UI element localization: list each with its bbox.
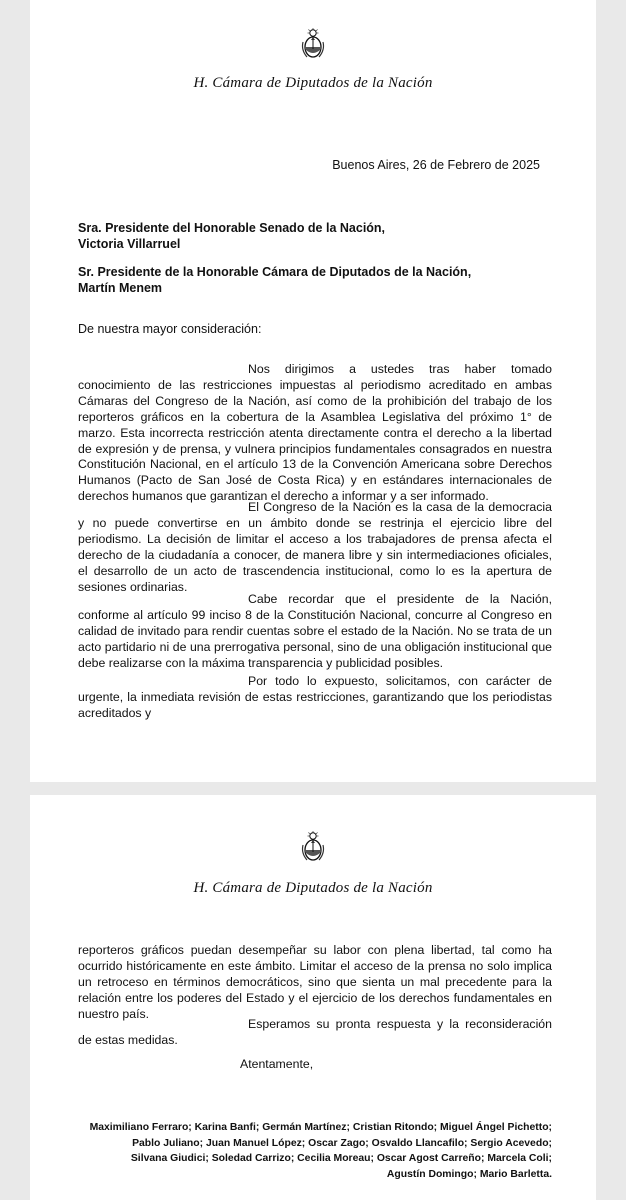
recipient-name: Victoria Villarruel xyxy=(78,237,181,251)
recipient-senate xyxy=(78,220,385,252)
body-paragraph: Cabe recordar que el presidente de la Nación, conforme al artículo 99 inciso 8 de la Constitución Nacional, concurre al Congreso en calidad de invitado para rendir cuentas sobre el estado de la Nación. No se trata de un acto partidario ni de una prerrogativa personal, sino de una obligación institucional que debe realizarse con la máxima transparencia y publicidad posibles. xyxy=(78,592,552,670)
body-paragraph: El Congreso de la Nación es la casa de la democracia y no puede convertirse en un ámbito donde se restrinja el ejercicio libre del periodismo. La decisión de limitar el acceso a los trabajadores de prensa afecta el derecho de la ciudadanía a conocer, de manera libre y sin intermediaciones oficiales, el desarrollo de un acto de trascendencia institucional, como lo es la apertura de sesiones ordinarias. xyxy=(78,500,552,594)
recipient-name: Martín Menem xyxy=(78,281,163,295)
coat-of-arms-icon xyxy=(301,28,325,60)
letter-page-2 xyxy=(30,795,596,1200)
signers-line: Silvana Giudici; Soledad Carrizo; Cecilia Moreau; Oscar Agost Carreño; Marcela Coli; xyxy=(130,1153,552,1164)
signers-line: Agustín Domingo; Mario Barletta. xyxy=(386,1168,552,1180)
signers-line: Maximiliano Ferraro; Karina Banfi; Germán Martínez; Cristian Ritondo; Miguel Ángel Pichetto; xyxy=(89,1122,552,1133)
recipient-title: Sr. Presidente de la Honorable Cámara de Diputados de la Nación, xyxy=(78,265,472,279)
letter-page-1 xyxy=(30,0,596,782)
letter-date: Buenos Aires, 26 de Febrero de 2025 xyxy=(332,158,540,172)
letterhead-title: H. Cámara de Diputados de la Nación xyxy=(193,880,433,896)
recipient-title: Sra. Presidente del Honorable Senado de la Nación, xyxy=(78,221,386,235)
signers-list xyxy=(78,1120,552,1182)
body-paragraph: Nos dirigimos a ustedes tras haber tomado conocimiento de las restricciones impuestas al periodismo acreditado en ambas Cámaras del Congreso de la Nación, así como de la prohibición del trabajo de los reporteros gráficos en la cobertura de la Asamblea Legislativa del próximo 1° de marzo. Esta incorrecta restricción atenta directamente contra el derecho a la libertad de expresión y de prensa, y vulnera principios fundamentales consagrados en nuestra Constitución Nacional, en el artículo 13 de la Convención Americana sobre Derechos Humanos (Pacto de San José de Costa Rica) y en estándares internacionales de derechos humanos que garantizan el derecho a informar y a ser informado. xyxy=(78,362,552,504)
letterhead-title: H. Cámara de Diputados de la Nación xyxy=(193,75,433,91)
signers-line: Pablo Juliano; Juan Manuel López; Oscar Zago; Osvaldo Llancafilo; Sergio Acevedo; xyxy=(132,1137,552,1149)
body-paragraph: Por todo lo expuesto, solicitamos, con carácter de urgente, la inmediata revisión de estas restricciones, garantizando que los periodistas acreditados y xyxy=(78,674,552,720)
body-paragraph: reporteros gráficos puedan desempeñar su labor con plena libertad, tal como ha ocurrido históricamente en este ámbito. Limitar el acceso de la prensa no solo implica un retroceso en términos democráticos, sino que sienta un mal precedente para la relación entre los poderes del Estado y el ejercicio de los derechos fundamentales en nuestro país. xyxy=(78,943,552,1021)
salutation: De nuestra mayor consideración: xyxy=(78,322,262,336)
recipient-deputies xyxy=(78,264,471,296)
body-paragraph: Esperamos su pronta respuesta y la reconsideración de estas medidas. xyxy=(78,1017,552,1047)
closing: Atentamente, xyxy=(240,1057,314,1071)
coat-of-arms-icon xyxy=(301,831,325,863)
